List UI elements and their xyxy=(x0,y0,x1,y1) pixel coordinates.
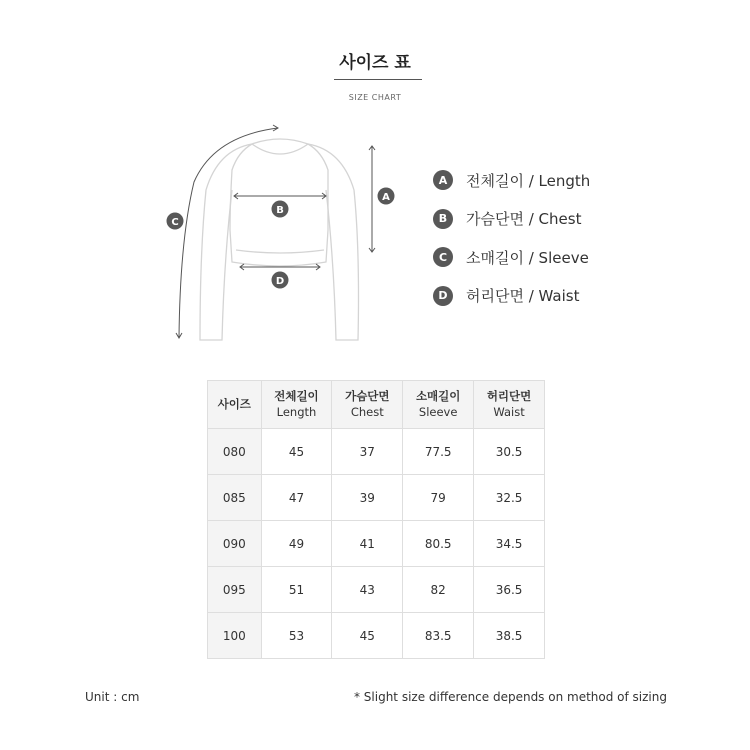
col-header-chest: 가슴단면 Chest xyxy=(332,381,403,429)
svg-text:A: A xyxy=(382,192,390,203)
waist-cell: 32.5 xyxy=(474,475,545,521)
legend-badge-d: D xyxy=(433,286,453,306)
size-table xyxy=(207,380,545,659)
measurement-legend xyxy=(433,170,590,324)
sizing-disclaimer: * Slight size difference depends on method of sizing xyxy=(353,690,667,704)
length-cell: 51 xyxy=(261,567,332,613)
size-cell: 085 xyxy=(208,475,262,521)
length-cell: 49 xyxy=(261,521,332,567)
legend-badge-b: B xyxy=(433,209,453,229)
marker-d xyxy=(272,272,289,289)
measure-lines xyxy=(176,125,375,338)
size-cell: 090 xyxy=(208,521,262,567)
legend-item-waist xyxy=(433,286,590,306)
sleeve-cell: 79 xyxy=(403,475,474,521)
legend-label-chest: 가슴단면 / Chest xyxy=(466,210,582,228)
size-cell: 100 xyxy=(208,613,262,659)
page-title: 사이즈 표 xyxy=(339,53,411,73)
svg-text:C: C xyxy=(171,217,179,228)
sleeve-cell: 77.5 xyxy=(403,429,474,475)
chest-cell: 45 xyxy=(332,613,403,659)
sleeve-cell: 80.5 xyxy=(403,521,474,567)
sleeve-cell: 82 xyxy=(403,567,474,613)
chest-cell: 37 xyxy=(332,429,403,475)
legend-label-waist: 허리단면 / Waist xyxy=(466,287,580,305)
col-header-size: 사이즈 xyxy=(208,381,262,429)
table-row xyxy=(208,475,545,521)
legend-badge-c: C xyxy=(433,247,453,267)
chest-cell: 41 xyxy=(332,521,403,567)
chest-cell: 39 xyxy=(332,475,403,521)
legend-item-sleeve xyxy=(433,247,590,267)
waist-cell: 34.5 xyxy=(474,521,545,567)
col-header-length: 전체길이 Length xyxy=(261,381,332,429)
waist-cell: 38.5 xyxy=(474,613,545,659)
table-row xyxy=(208,567,545,613)
marker-b xyxy=(272,201,289,218)
waist-cell: 30.5 xyxy=(474,429,545,475)
col-header-waist: 허리단면 Waist xyxy=(474,381,545,429)
col-header-sleeve: 소매길이 Sleeve xyxy=(403,381,474,429)
size-cell: 095 xyxy=(208,567,262,613)
chest-cell: 43 xyxy=(332,567,403,613)
svg-text:D: D xyxy=(275,276,285,287)
marker-c xyxy=(167,213,184,230)
garment-diagram xyxy=(160,120,410,350)
table-header-row xyxy=(208,381,545,429)
garment-outline xyxy=(200,139,359,340)
table-row xyxy=(208,521,545,567)
title-divider xyxy=(334,79,422,80)
legend-label-length: 전체길이 / Length xyxy=(466,171,591,190)
legend-item-length xyxy=(433,170,590,190)
page-subtitle: SIZE CHART xyxy=(348,93,402,102)
unit-note: Unit : cm xyxy=(85,690,140,704)
svg-text:B: B xyxy=(276,205,284,216)
sleeve-cell: 83.5 xyxy=(403,613,474,659)
legend-label-sleeve: 소매길이 / Sleeve xyxy=(466,248,589,267)
legend-badge-a: A xyxy=(433,170,453,190)
table-row xyxy=(208,613,545,659)
size-cell: 080 xyxy=(208,429,262,475)
table-row xyxy=(208,429,545,475)
marker-a xyxy=(378,188,395,205)
length-cell: 47 xyxy=(261,475,332,521)
legend-item-chest xyxy=(433,209,590,229)
waist-cell: 36.5 xyxy=(474,567,545,613)
length-cell: 45 xyxy=(261,429,332,475)
length-cell: 53 xyxy=(261,613,332,659)
